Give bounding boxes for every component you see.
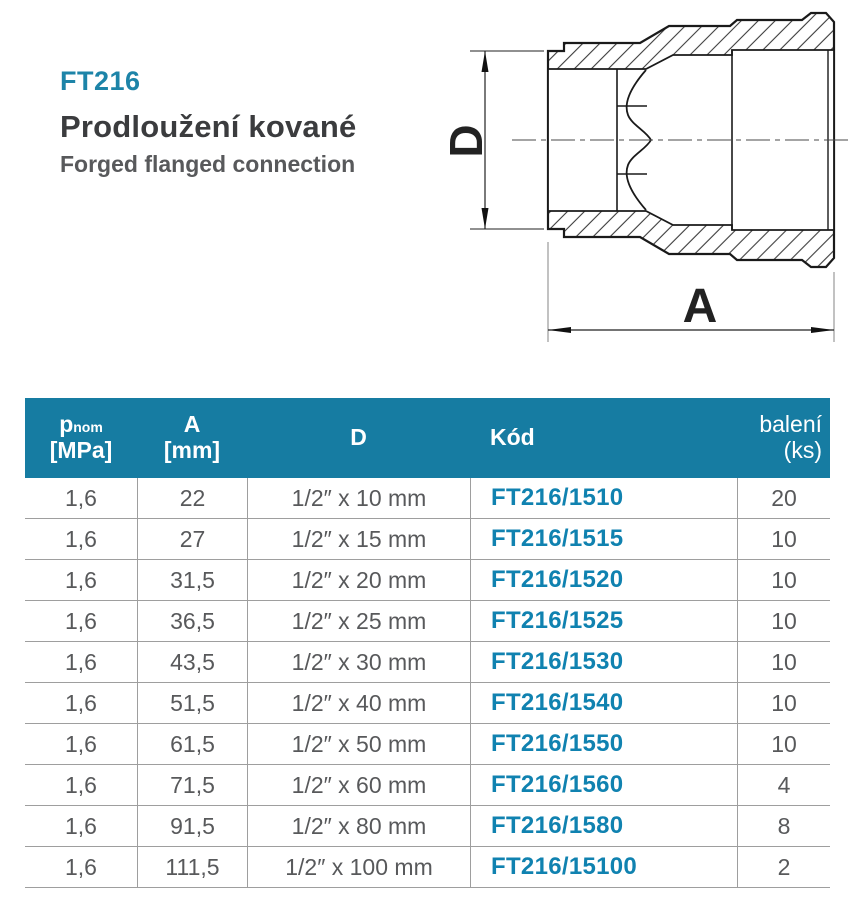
a-mm-value: 36,5 <box>137 601 247 641</box>
d-size-value: 1/2″ x 100 mm <box>247 847 470 887</box>
product-code-value: FT216/1540 <box>470 683 737 723</box>
a-mm-value: 31,5 <box>137 560 247 600</box>
technical-drawing <box>440 8 854 360</box>
baleni-label: balení <box>759 411 822 438</box>
table-row <box>25 765 830 806</box>
product-title-english: Forged flanged connection <box>60 151 356 177</box>
package-qty-value: 10 <box>737 560 830 600</box>
pnom-value: 1,6 <box>65 648 97 675</box>
package-qty-value: 20 <box>737 478 830 518</box>
d-size-value: 1/2″ x 40 mm <box>247 683 470 723</box>
pnom-value: 1,6 <box>65 566 97 593</box>
d-size-value: 1/2″ x 50 mm <box>247 724 470 764</box>
product-code-value: FT216/1520 <box>470 560 737 600</box>
header-d <box>247 398 470 478</box>
table-row <box>25 519 830 560</box>
pnom-value: 1,6 <box>65 484 97 511</box>
product-code-value: FT216/1560 <box>470 765 737 805</box>
package-qty-value: 4 <box>737 765 830 805</box>
product-code-value: FT216/1580 <box>470 806 737 846</box>
a-mm-value: 111,5 <box>137 847 247 887</box>
product-code-value: FT216/1510 <box>470 478 737 518</box>
d-size-value: 1/2″ x 20 mm <box>247 560 470 600</box>
kod-label: Kód <box>490 424 535 451</box>
pnom-value: 1,6 <box>65 525 97 552</box>
dim-d-arrow-down <box>482 208 489 229</box>
dim-a-arrow-right <box>811 327 834 333</box>
header-a <box>137 398 247 478</box>
d-size-value: 1/2″ x 15 mm <box>247 519 470 559</box>
package-qty-value: 8 <box>737 806 830 846</box>
product-code-value: FT216/15100 <box>470 847 737 887</box>
pnom-value: 1,6 <box>65 730 97 757</box>
pnom-value: 1,6 <box>65 853 97 880</box>
product-code-value: FT216/1515 <box>470 519 737 559</box>
a-mm-value: 43,5 <box>137 642 247 682</box>
a-mm-value: 71,5 <box>137 765 247 805</box>
d-size-value: 1/2″ x 60 mm <box>247 765 470 805</box>
table-row <box>25 478 830 519</box>
product-code-value: FT216/1530 <box>470 642 737 682</box>
table-row <box>25 601 830 642</box>
pnom-subscript: nom <box>73 419 103 436</box>
d-size-value: 1/2″ x 25 mm <box>247 601 470 641</box>
package-qty-value: 10 <box>737 519 830 559</box>
table-row <box>25 806 830 847</box>
title-block <box>60 66 356 178</box>
table-row <box>25 724 830 765</box>
baleni-unit: (ks) <box>783 437 822 463</box>
package-qty-value: 10 <box>737 683 830 723</box>
product-table <box>25 398 830 888</box>
table-header-row <box>25 398 830 478</box>
table-row <box>25 847 830 888</box>
table-row <box>25 560 830 601</box>
a-mm-value: 51,5 <box>137 683 247 723</box>
package-qty-value: 10 <box>737 601 830 641</box>
d-symbol: D <box>350 424 367 451</box>
d-size-value: 1/2″ x 30 mm <box>247 642 470 682</box>
a-mm-value: 91,5 <box>137 806 247 846</box>
a-mm-value: 61,5 <box>137 724 247 764</box>
dim-d-arrow-up <box>482 51 489 72</box>
table-body <box>25 478 830 888</box>
package-qty-value: 10 <box>737 724 830 764</box>
product-code-value: FT216/1525 <box>470 601 737 641</box>
package-qty-value: 10 <box>737 642 830 682</box>
pnom-value: 1,6 <box>65 689 97 716</box>
pnom-value: 1,6 <box>65 771 97 798</box>
header-baleni <box>737 398 830 478</box>
product-code: FT216 <box>60 66 141 96</box>
product-code-value: FT216/1550 <box>470 724 737 764</box>
dim-a-arrow-left <box>548 327 571 333</box>
package-qty-value: 2 <box>737 847 830 887</box>
header-pnom <box>25 398 137 478</box>
a-symbol: A <box>183 411 201 438</box>
fitting-cross-section <box>440 8 854 360</box>
dim-a-label: A <box>682 280 718 333</box>
dim-d-label: D <box>440 124 492 158</box>
pnom-value: 1,6 <box>65 812 97 839</box>
pnom-symbol: p <box>59 411 74 438</box>
a-mm-value: 27 <box>137 519 247 559</box>
d-size-value: 1/2″ x 10 mm <box>247 478 470 518</box>
product-title-czech: Prodloužení kované <box>60 109 357 144</box>
table-row <box>25 642 830 683</box>
a-unit: [mm] <box>163 437 221 463</box>
pnom-unit: [MPa] <box>49 437 113 463</box>
a-mm-value: 22 <box>137 478 247 518</box>
header-kod <box>470 398 737 478</box>
table-row <box>25 683 830 724</box>
pnom-value: 1,6 <box>65 607 97 634</box>
d-size-value: 1/2″ x 80 mm <box>247 806 470 846</box>
